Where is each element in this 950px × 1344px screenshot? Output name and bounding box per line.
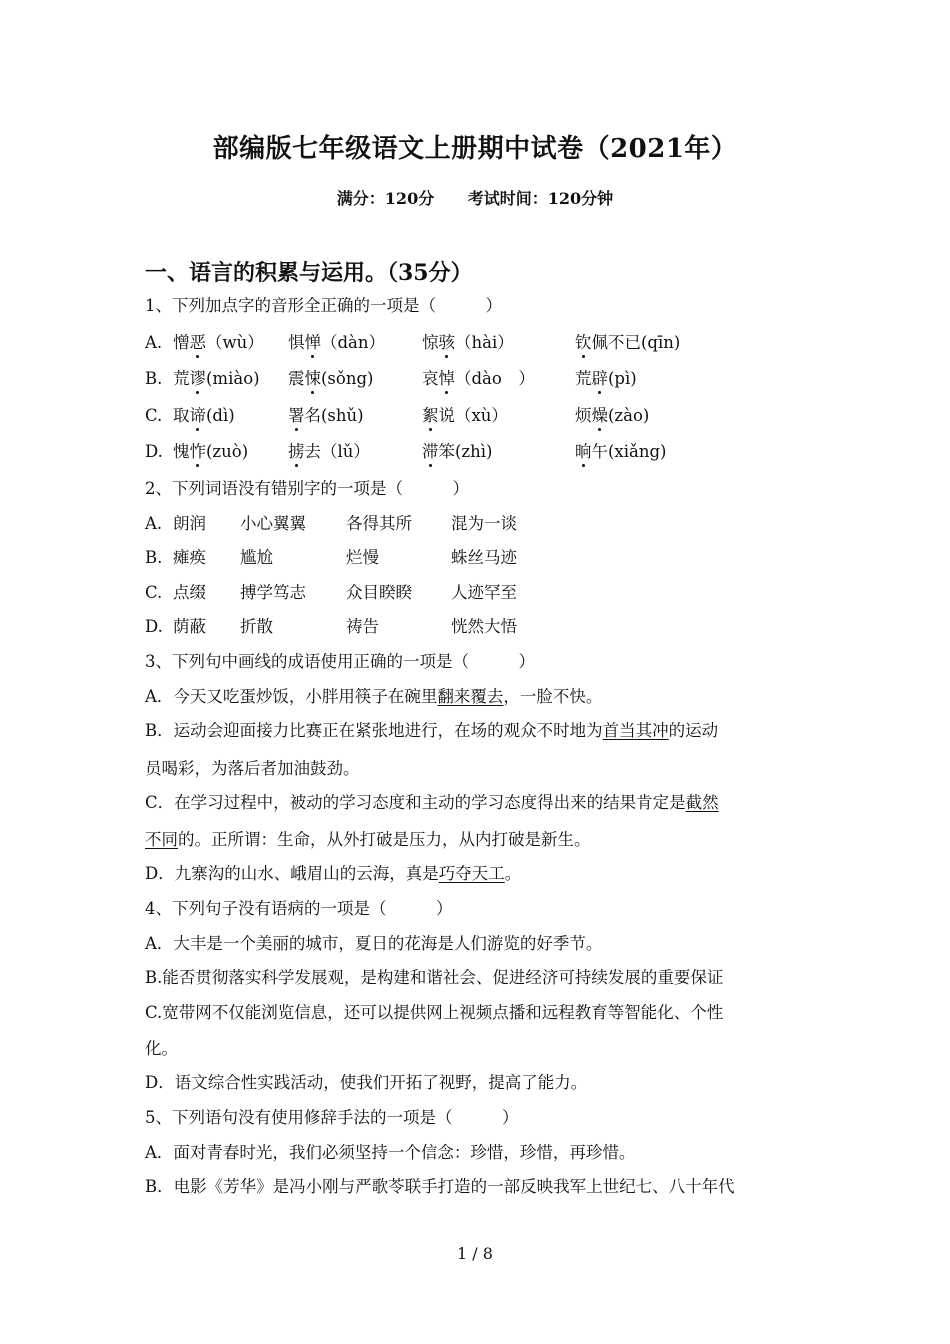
q1-a-item3: 惊骇（hài） bbox=[422, 333, 514, 352]
q1-stem: 1、下列加点字的音形全正确的一项是（ ） bbox=[145, 296, 502, 315]
q2-stem: 2、下列词语没有错别字的一项是（ ） bbox=[145, 479, 469, 498]
q2-option-d: D. 荫蔽 折散 祷告 恍然大悟 bbox=[145, 617, 517, 636]
q4-stem: 4、下列句子没有语病的一项是（ ） bbox=[145, 899, 453, 918]
q1-c-item4: 烦燥(zào) bbox=[575, 406, 650, 425]
page-number: 1 / 8 bbox=[457, 1244, 493, 1263]
q4-option-a: A．大丰是一个美丽的城市，夏日的花海是人们游览的好季节。 bbox=[145, 934, 603, 953]
exam-time: 考试时间：120分钟 bbox=[467, 189, 614, 208]
section-heading: 一、语言的积累与运用。（35分） bbox=[145, 260, 473, 286]
q1-a-item4: 钦佩不已(qīn) bbox=[575, 333, 681, 352]
q1-option-b: B. 荒谬(miào) 震悚(sǒng) 哀悼（dào ） 荒辟(pì) bbox=[145, 367, 173, 391]
q3-option-c: C．在学习过程中，被动的学习态度和主动的学习态度得出来的结果肯定是截然 bbox=[145, 793, 719, 812]
q1-b-item1: 荒谬(miào) bbox=[173, 369, 260, 388]
q1-option-c: C. 取谛(dì) 署名(shǔ) 絮说（xù） 烦燥(zào) bbox=[145, 404, 173, 428]
q1-c-item3: 絮说（xù） bbox=[422, 406, 508, 425]
q2-option-c: C. 点缀 搏学笃志 众目睽睽 人迹罕至 bbox=[145, 583, 517, 602]
q2-option-a: A. 朗润 小心翼翼 各得其所 混为一谈 bbox=[145, 514, 517, 533]
q1-a-item2: 惧惮（dàn） bbox=[288, 333, 386, 352]
q1-b-item2: 震悚(sǒng) bbox=[288, 369, 374, 388]
q3-option-b: B．运动会迎面接力比赛正在紧张地进行，在场的观众不时地为首当其冲的运动 bbox=[145, 721, 719, 740]
q1-option-a: A. 憎恶（wù） 惧惮（dàn） 惊骇（hài） 钦佩不已(qīn) bbox=[145, 331, 173, 355]
q5-option-a: A．面对青春时光，我们必须坚持一个信念：珍惜，珍惜，再珍惜。 bbox=[145, 1143, 636, 1162]
exam-title: 部编版七年级语文上册期中试卷（2021年） bbox=[212, 134, 738, 164]
q1-option-d: D. 愧怍(zuò) 掳去（lǔ） 滞笨(zhì) 晌午(xiǎng) bbox=[145, 440, 173, 464]
q1-b-item3: 哀悼（dào ） bbox=[422, 369, 535, 388]
q3-option-a: A．今天又吃蛋炒饭，小胖用筷子在碗里翻来覆去，一脸不快。 bbox=[145, 687, 603, 706]
q1-c-item2: 署名(shǔ) bbox=[288, 406, 364, 425]
full-score: 满分：120分 bbox=[336, 189, 435, 208]
q4-option-b: B.能否贯彻落实科学发展观，是构建和谐社会、促进经济可持续发展的重要保证 bbox=[145, 968, 724, 987]
q5-stem: 5、下列语句没有使用修辞手法的一项是（ ） bbox=[145, 1108, 519, 1127]
q1-d-item3: 滞笨(zhì) bbox=[422, 442, 493, 461]
q1-a-item1: 憎恶（wù） bbox=[173, 333, 264, 352]
q3-option-d: D．九寨沟的山水、峨眉山的云海，真是巧夺天工。 bbox=[145, 864, 522, 883]
q1-d-item4: 晌午(xiǎng) bbox=[575, 442, 667, 461]
q4-option-c: C.宽带网不仅能浏览信息，还可以提供网上视频点播和远程教育等智能化、个性 bbox=[145, 1003, 724, 1022]
q1-d-item1: 愧怍(zuò) bbox=[173, 442, 249, 461]
q1-b-item4: 荒辟(pì) bbox=[575, 369, 637, 388]
q1-d-item2: 掳去（lǔ） bbox=[288, 442, 370, 461]
q3-option-b-cont: 员喝彩，为落后者加油鼓劲。 bbox=[145, 759, 360, 778]
q3-option-c-cont: 不同的。正所谓：生命，从外打破是压力，从内打破是新生。 bbox=[145, 830, 591, 849]
q3-stem: 3、下列句中画线的成语使用正确的一项是（ ） bbox=[145, 652, 535, 671]
q4-option-d: D．语文综合性实践活动，使我们开拓了视野，提高了能力。 bbox=[145, 1073, 588, 1092]
q4-option-c-cont: 化。 bbox=[145, 1039, 178, 1058]
q5-option-b: B．电影《芳华》是冯小刚与严歌苓联手打造的一部反映我军上世纪七、八十年代 bbox=[145, 1177, 735, 1196]
exam-meta bbox=[0, 186, 950, 209]
q2-option-b: B. 瘫痪 尴尬 烂慢 蛛丝马迹 bbox=[145, 548, 517, 567]
q1-c-item1: 取谛(dì) bbox=[173, 406, 235, 425]
